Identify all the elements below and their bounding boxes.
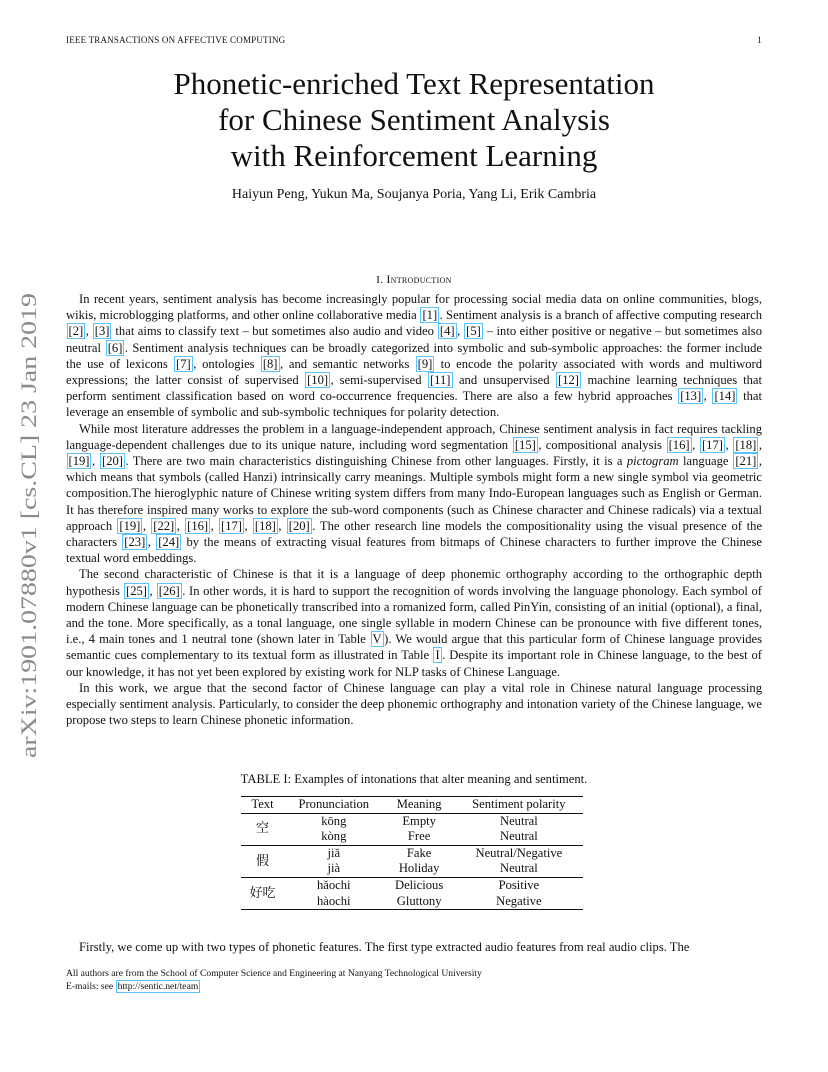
continuation-paragraph — [66, 939, 762, 955]
pronunciation-cell: hàochi — [316, 893, 351, 908]
polarity-cell: Neutral — [499, 861, 538, 876]
table-row — [241, 894, 583, 910]
affiliation-note: All authors are from the School of Computer Science and Engineering at Nanyang Technological University — [66, 968, 482, 979]
text-run: . There are two main characteristics distinguishing Chinese from other languages. Firstly, it is a — [125, 454, 627, 469]
chinese-text-cell: 假 — [256, 853, 270, 869]
introduction-body — [66, 291, 762, 728]
text-run: . Despite its important role in Chinese language, to the best of our knowledge, it has not yet been explored by existing work for NLP tasks of Chinese Language. — [66, 648, 762, 679]
text-run: , compositional analysis — [538, 437, 667, 452]
citation-link[interactable]: [18] — [735, 437, 757, 452]
text-run: , and semantic networks — [280, 356, 416, 371]
meaning-cell: Free — [407, 829, 431, 844]
intonation-table — [241, 796, 583, 910]
paragraph: Firstly, we come up with two types of phonetic features. The first type extracted audio features from real audio clips. The — [79, 940, 690, 954]
citation-link[interactable]: [20] — [102, 454, 123, 469]
citation-link[interactable]: [8] — [262, 356, 278, 371]
table-row — [241, 829, 583, 845]
citation-link[interactable]: [14] — [714, 389, 736, 404]
text-run: , — [758, 437, 762, 452]
table-header-row — [241, 797, 583, 814]
table-row — [241, 845, 583, 861]
citation-link[interactable]: [20] — [288, 518, 310, 533]
column-header: Pronunciation — [298, 797, 370, 811]
citation-link[interactable]: [19] — [68, 454, 90, 469]
text-run: The second characteristic of Chinese is that it is a language of deep phonemic orthography according to the orthographic depth hypothesis — [66, 567, 762, 598]
table-row — [241, 861, 583, 877]
pronunciation-cell: hǎochi — [316, 877, 351, 892]
pronunciation-cell: kòng — [321, 829, 347, 844]
text-run: , — [85, 324, 93, 339]
text-run: to encode the polarity associated with words and multiword expressions; the latter consist of supervised — [66, 356, 762, 388]
citation-link[interactable]: [26] — [158, 583, 180, 598]
column-header: Text — [251, 797, 274, 811]
meaning-cell: Empty — [402, 813, 436, 828]
citation-link[interactable]: [25] — [126, 583, 147, 598]
text-run: , — [457, 324, 464, 339]
text-run: . Sentiment analysis is a branch of affective computing research — [439, 308, 762, 323]
text-run: , — [703, 389, 712, 404]
citation-link[interactable]: [4] — [439, 324, 455, 339]
text-run: , — [278, 518, 287, 533]
text-run: language — [678, 454, 733, 469]
text-run: , semi-supervised — [330, 373, 428, 388]
footnote — [66, 968, 482, 993]
polarity-cell: Neutral — [499, 813, 538, 828]
text-run: In recent years, sentiment analysis has become increasingly popular for processing social media data on online communities, blogs, wikis, microblogging platforms, and other online collaborative media — [66, 292, 762, 323]
text-run: , — [149, 583, 157, 598]
section-number: I. — [376, 274, 384, 286]
table-caption: TABLE I: Examples of intonations that alter meaning and sentiment. — [240, 772, 588, 786]
meaning-cell: Delicious — [394, 877, 444, 892]
email-label: E-mails: see — [66, 980, 116, 992]
text-run: and unsupervised — [453, 373, 556, 388]
title-line: with Reinforcement Learning — [230, 138, 598, 173]
citation-link[interactable]: [16] — [668, 437, 690, 452]
emphasis-text: pictogram — [626, 454, 679, 469]
email-note — [66, 981, 482, 994]
arxiv-stamp-text: arXiv:1901.07880v1 [cs.CL] 23 Jan 2019 — [16, 391, 41, 758]
text-run: . Sentiment analysis techniques can be broadly categorized into symbolic and sub-symbolic approaches: the former include the use of lexicons — [66, 340, 762, 371]
running-head — [66, 35, 762, 45]
arxiv-stamp — [8, 293, 44, 758]
citation-link[interactable]: [17] — [221, 518, 242, 533]
citation-link[interactable]: [22] — [153, 518, 175, 533]
citation-link[interactable]: [15] — [514, 437, 536, 452]
text-run: machine learning techniques that perform sentiment classification based on word co-occurrence frequencies. There are also a few hybrid approaches — [66, 373, 762, 404]
pronunciation-cell: kōng — [321, 813, 347, 828]
citation-link[interactable]: [6] — [107, 340, 123, 355]
text-run: that leverage an ensemble of symbolic and sub-symbolic techniques for polarity detection. — [66, 389, 763, 420]
citation-link[interactable]: [11] — [429, 373, 451, 388]
meaning-cell: Fake — [406, 845, 432, 860]
meaning-cell: Gluttony — [396, 893, 442, 908]
text-run: , — [176, 518, 185, 533]
page-number: 1 — [757, 35, 762, 45]
text-run: . In other words, it is hard to support the recognition of words involving the language phonology. Each symbol of modern Chinese language can be phonetically transcribed into a romanized form, called PinYin, consisting of an initial (optional), a final, and the tone. More specifically, as a tonal language, one single syllable in modern Chinese can be pronounce with five different tones, i.e., 4 main tones and 1 neutral tone (shown later in Table — [66, 583, 763, 647]
text-run: ). We would argue that this particular form of Chinese language provides semantic cues complementary to its textual form as illustrated in Table — [66, 632, 763, 663]
chinese-text-cell: 空 — [256, 821, 270, 837]
citation-link[interactable]: [7] — [176, 356, 191, 371]
table-row — [241, 813, 583, 829]
citation-link[interactable]: [2] — [68, 324, 84, 339]
citation-link[interactable]: I — [435, 648, 440, 663]
text-run: . The other research line models the compositionality using the visual presence of the characters — [66, 518, 763, 550]
paragraph — [66, 421, 762, 567]
polarity-cell: Positive — [498, 877, 540, 892]
text-run: , — [91, 454, 100, 469]
citation-link[interactable]: [23] — [124, 535, 146, 550]
paragraph — [66, 566, 762, 679]
citation-link[interactable]: [24] — [158, 535, 180, 550]
citation-link[interactable]: [5] — [466, 324, 481, 339]
title-line: for Chinese Sentiment Analysis — [218, 102, 610, 137]
column-header: Sentiment polarity — [472, 797, 566, 811]
section-title: Introduction — [386, 272, 452, 286]
text-run: , — [142, 518, 151, 533]
paragraph — [66, 680, 762, 729]
arxiv-stamp-graphic — [8, 293, 44, 758]
citation-link[interactable]: [1] — [422, 308, 438, 323]
text-run: that aims to classify text – but sometimes also audio and video — [111, 324, 438, 339]
journal-name: IEEE TRANSACTIONS ON AFFECTIVE COMPUTING — [66, 35, 286, 45]
chinese-text-cell: 好吃 — [249, 885, 276, 901]
author-list: Haiyun Peng, Yukun Ma, Soujanya Poria, Yang Li, Erik Cambria — [231, 187, 597, 202]
pronunciation-cell: jiǎ — [327, 845, 341, 860]
citation-link[interactable]: [10] — [307, 373, 329, 388]
text-run: , — [692, 437, 700, 452]
team-link[interactable]: http://sentic.net/team — [117, 980, 199, 992]
citation-link[interactable]: V — [372, 632, 382, 647]
citation-link[interactable]: [21] — [735, 454, 757, 469]
text-run: , — [725, 437, 733, 452]
citation-link[interactable]: [16] — [187, 518, 209, 533]
text-run: While most literature addresses the problem in a language-independent approach, Chinese sentiment analysis in fact requires tackling language-dependent challenges due to its unique nature, including word segmentation — [66, 421, 762, 452]
meaning-cell: Holiday — [398, 861, 440, 876]
text-run: , which means that symbols (called Hanzi) intrinsically carry meanings. Multiple symbols might form a new single symbol via geometric composition.The hieroglyphic nature of Chinese writing system differs from many Indo-European languages such as English or German. It has therefore inspired many works to explore the sub-word components (such as Chinese character and Chinese radicals) via a textual approach — [66, 454, 762, 533]
text-run: , ontologies — [193, 356, 261, 371]
text-run: , — [244, 518, 253, 533]
text-run: – into either positive or negative – but sometimes also neutral — [66, 324, 763, 355]
paragraph — [66, 291, 762, 421]
column-header: Meaning — [396, 797, 442, 811]
table-row — [241, 877, 583, 893]
title-line: Phonetic-enriched Text Representation — [173, 66, 655, 101]
citation-link[interactable]: [12] — [558, 373, 579, 388]
citation-link[interactable]: [3] — [94, 324, 110, 339]
text-run: In this work, we argue that the second factor of Chinese language can play a vital role in Chinese natural language processing especially sentiment analysis. Particularly, to consider the deep phonemic orthography and intonation variety of the Chinese language, we propose two steps to learn Chinese phonetic information. — [66, 680, 762, 728]
polarity-cell: Neutral — [499, 829, 538, 844]
citation-link[interactable]: [17] — [701, 437, 723, 452]
pronunciation-cell: jià — [327, 861, 341, 876]
section-heading — [0, 272, 828, 287]
citation-link[interactable]: [13] — [680, 389, 702, 404]
paper-title — [0, 66, 828, 174]
text-run: by the means of extracting visual features from bitmaps of Chinese characters to further improve the Chinese textual word embeddings. — [66, 535, 762, 566]
polarity-cell: Neutral/Negative — [475, 845, 563, 860]
text-run: , — [210, 518, 219, 533]
citation-link[interactable]: [19] — [119, 518, 141, 533]
citation-link[interactable]: [9] — [417, 356, 433, 371]
text-run: , — [147, 535, 156, 550]
polarity-cell: Negative — [496, 893, 542, 908]
citation-link[interactable]: [18] — [254, 518, 276, 533]
